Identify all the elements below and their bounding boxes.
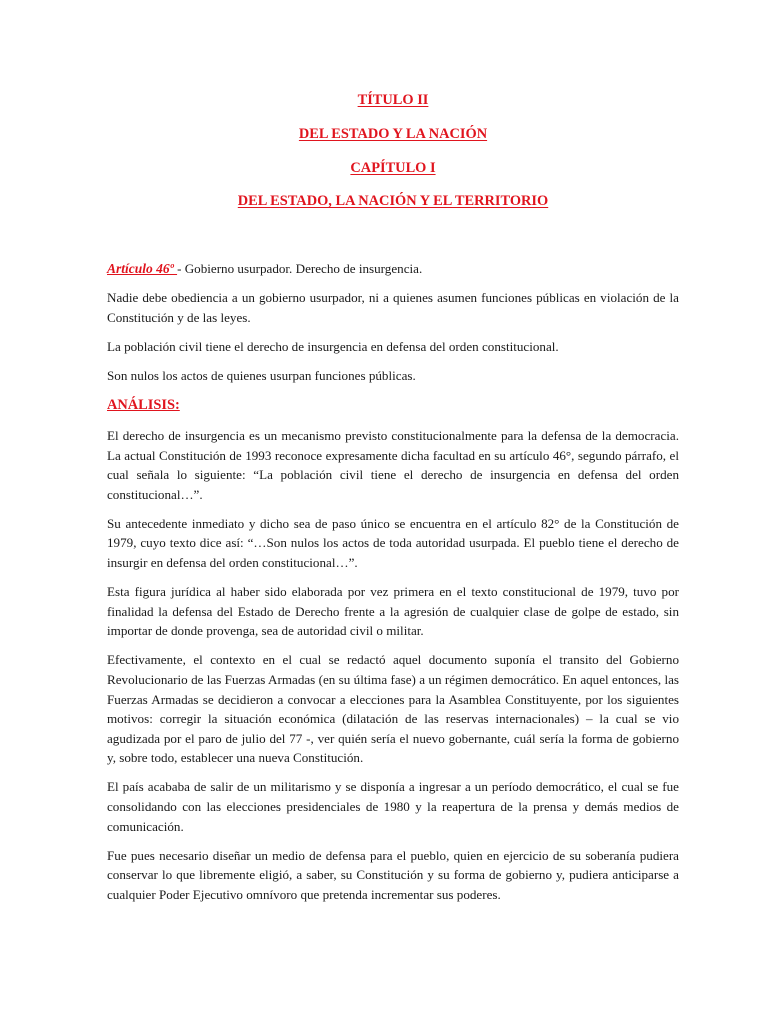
analysis-paragraph: Su antecedente inmediato y dicho sea de paso único se encuentra en el artículo 82° de la Constitución de 1979, cuyo texto dice así: “…Son nulos los actos de toda autoridad usurpada. El pueblo tiene el derecho de insurgir en defensa del orden constitucional…”. [107,515,679,571]
title-heading: TÍTULO II [357,92,429,108]
article-paragraph: La población civil tiene el derecho de insurgencia en defensa del orden constitucional. [107,338,559,354]
article-subtitle: - Gobierno usurpador. Derecho de insurgencia. [177,261,423,276]
territory-heading: DEL ESTADO, LA NACIÓN Y EL TERRITORIO [237,193,549,209]
analysis-paragraph: El derecho de insurgencia es un mecanismo previsto constitucionalmente para la defensa de la democracia. La actual Constitución de 1993 reconoce expresamente dicha facultad en su artículo 46°, segundo párrafo, el cual señala lo siguiente: “La población civil tiene el derecho de insurgencia en defensa del orden constitucional…”. [107,427,679,502]
article-paragraph: Nadie debe obediencia a un gobierno usurpador, ni a quienes asumen funciones públicas en violación de la Constitución y de las leyes. [107,290,679,325]
analysis-paragraph: Efectivamente, el contexto en el cual se redactó aquel documento suponía el transito del Gobierno Revolucionario de las Fuerzas Armadas (en su última fase) a un régimen democrático. En aquel entonces, las Fuerzas Armadas se decidieron a convocar a elecciones para la Asamblea Constituyente, por los siguientes motivos: corregir la situación económica (dilatación de las reservas internacionales) – la cual se vio agudizada por el paro de julio del 77 -, ver quién sería el nuevo gobernante, cuál sería la forma de gobierno y, sobre todo, establecer una nueva Constitución. [107,652,679,766]
article-title: Artículo 46º [107,261,178,276]
analysis-heading: ANÁLISIS: [107,396,180,413]
analysis-paragraph: Fue pues necesario diseñar un medio de defensa para el pueblo, quien en ejercicio de su soberanía pudiera conservar lo que libremente eligió, a saber, su Constitución y su forma de gobierno y, pudiera anticiparse a cualquier Poder Ejecutivo omnívoro que pretenda incrementar sus poderes. [107,847,679,902]
article-paragraph: Son nulos los actos de quienes usurpan funciones públicas. [107,367,416,383]
article-line [107,259,679,279]
state-nation-heading: DEL ESTADO Y LA NACIÓN [298,126,488,142]
analysis-paragraph: Esta figura jurídica al haber sido elaborada por vez primera en el texto constitucional de 1979, tuvo por finalidad la defensa del Estado de Derecho frente a la agresión de cualquier clase de golpe de estado, sin importar de donde provenga, sea de autoridad civil o militar. [107,584,679,639]
analysis-paragraph: El país acababa de salir de un militarismo y se disponía a ingresar a un período democrático, el cual se fue consolidando con las elecciones presidenciales de 1980 y la reapertura de la prensa y demás medios de comunicación. [107,779,679,834]
document-body [107,259,679,914]
chapter-heading: CAPÍTULO I [350,160,436,176]
